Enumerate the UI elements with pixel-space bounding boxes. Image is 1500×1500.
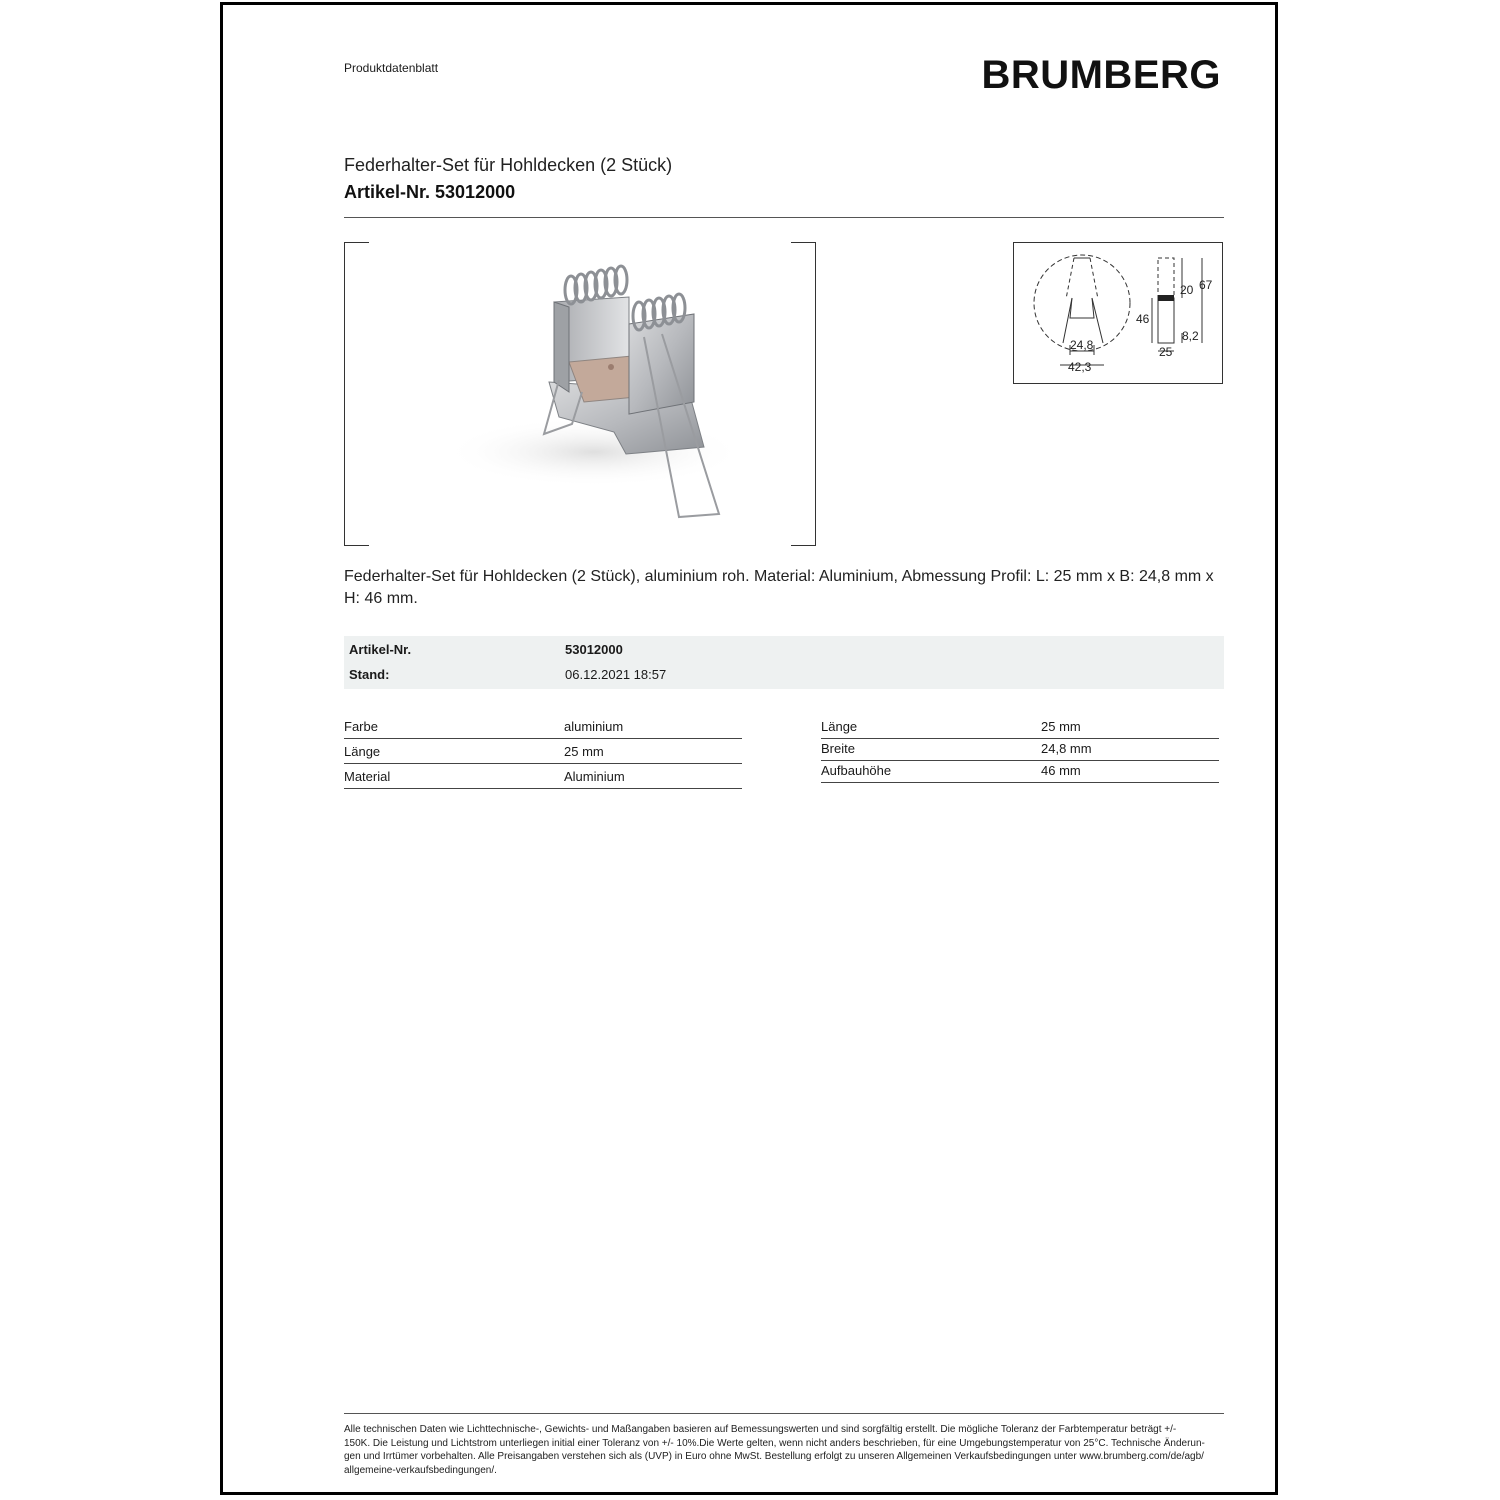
legal-footer (344, 1423, 1226, 1477)
spec-key: Farbe (344, 719, 378, 734)
article-info-box (344, 636, 1224, 689)
dim-label-height: 46 (1136, 312, 1150, 326)
dim-label-inner-width: 24,8 (1070, 338, 1094, 352)
spec-value: 46 mm (1041, 763, 1081, 778)
spec-key: Breite (821, 741, 855, 756)
spec-value: aluminium (564, 719, 624, 734)
info-key: Artikel-Nr. (349, 642, 412, 657)
footer-divider (344, 1413, 1224, 1414)
datasheet-page (220, 2, 1278, 1495)
spec-table-left (344, 714, 742, 789)
document-type: Produktdatenblatt (344, 61, 439, 75)
product-title: Federhalter-Set für Hohldecken (2 Stück) (344, 155, 673, 175)
spring-clip-image (344, 242, 816, 544)
spec-value: 25 mm (1041, 719, 1081, 734)
spec-row (344, 714, 742, 739)
spec-row (344, 764, 742, 789)
spec-key: Material (344, 769, 391, 784)
spec-table-right (821, 714, 1219, 783)
product-photo (344, 242, 816, 544)
spec-key: Länge (821, 719, 858, 734)
dim-label-base: 8,2 (1182, 329, 1199, 343)
spec-value: 24,8 mm (1041, 741, 1092, 756)
info-key: Stand: (349, 667, 390, 682)
footer-line: Alle technischen Daten wie Lichttechnische-, Gewichts- und Maßangaben basieren auf Bemessungswerten und sind sorgfältig erstellt. Die mögliche Toleranz der Farbtemperatur beträgt +/- (344, 1424, 1177, 1435)
spec-value: Aluminium (564, 769, 625, 784)
dim-label-outer-width: 42,3 (1068, 360, 1092, 374)
dim-label-length: 25 (1159, 345, 1173, 359)
footer-line: gen und Irrtümer vorbehalten. Alle Preisangaben verstehen sich als (UVP) in Euro ohne MwSt. Bestellung erfolgt zu unseren Allgemeinen Verkaufsbedingungen unter www.brumberg.com/de/agb/ (344, 1451, 1204, 1462)
footer-line: allgemeine-verkaufsbedingungen/. (344, 1464, 497, 1476)
footer-line: 150K. Die Leistung und Lichtstrom unterliegen initial einer Toleranz von +/- 10%.Die Werte gelten, wenn nicht anders beschrieben, für eine Umgebungstemperatur von 25°C. Technische Änderun- (344, 1437, 1205, 1449)
photo-bracket-right (791, 242, 816, 546)
product-description: Federhalter-Set für Hohldecken (2 Stück), aluminium roh. Material: Aluminium, Abmessung Profil: L: 25 mm x B: 24,8 mm x H: 46 mm. (344, 568, 1214, 607)
spec-value: 25 mm (564, 744, 604, 759)
dim-label-spring: 20 (1180, 283, 1194, 297)
spec-row (821, 739, 1219, 761)
spec-key: Länge (344, 744, 381, 759)
article-number-heading: Artikel-Nr. 53012000 (344, 182, 516, 202)
info-value: 53012000 (565, 642, 623, 657)
spec-row (821, 714, 1219, 739)
photo-bracket-left (344, 242, 369, 546)
brand-logo: BRUMBERG (981, 53, 1221, 97)
dim-label-total-height: 67 (1199, 278, 1213, 292)
header-divider (344, 217, 1224, 218)
technical-drawing (1013, 242, 1223, 384)
spec-key: Aufbauhöhe (821, 763, 892, 778)
spec-row (821, 761, 1219, 783)
info-value: 06.12.2021 18:57 (565, 667, 667, 682)
spec-row (344, 739, 742, 764)
